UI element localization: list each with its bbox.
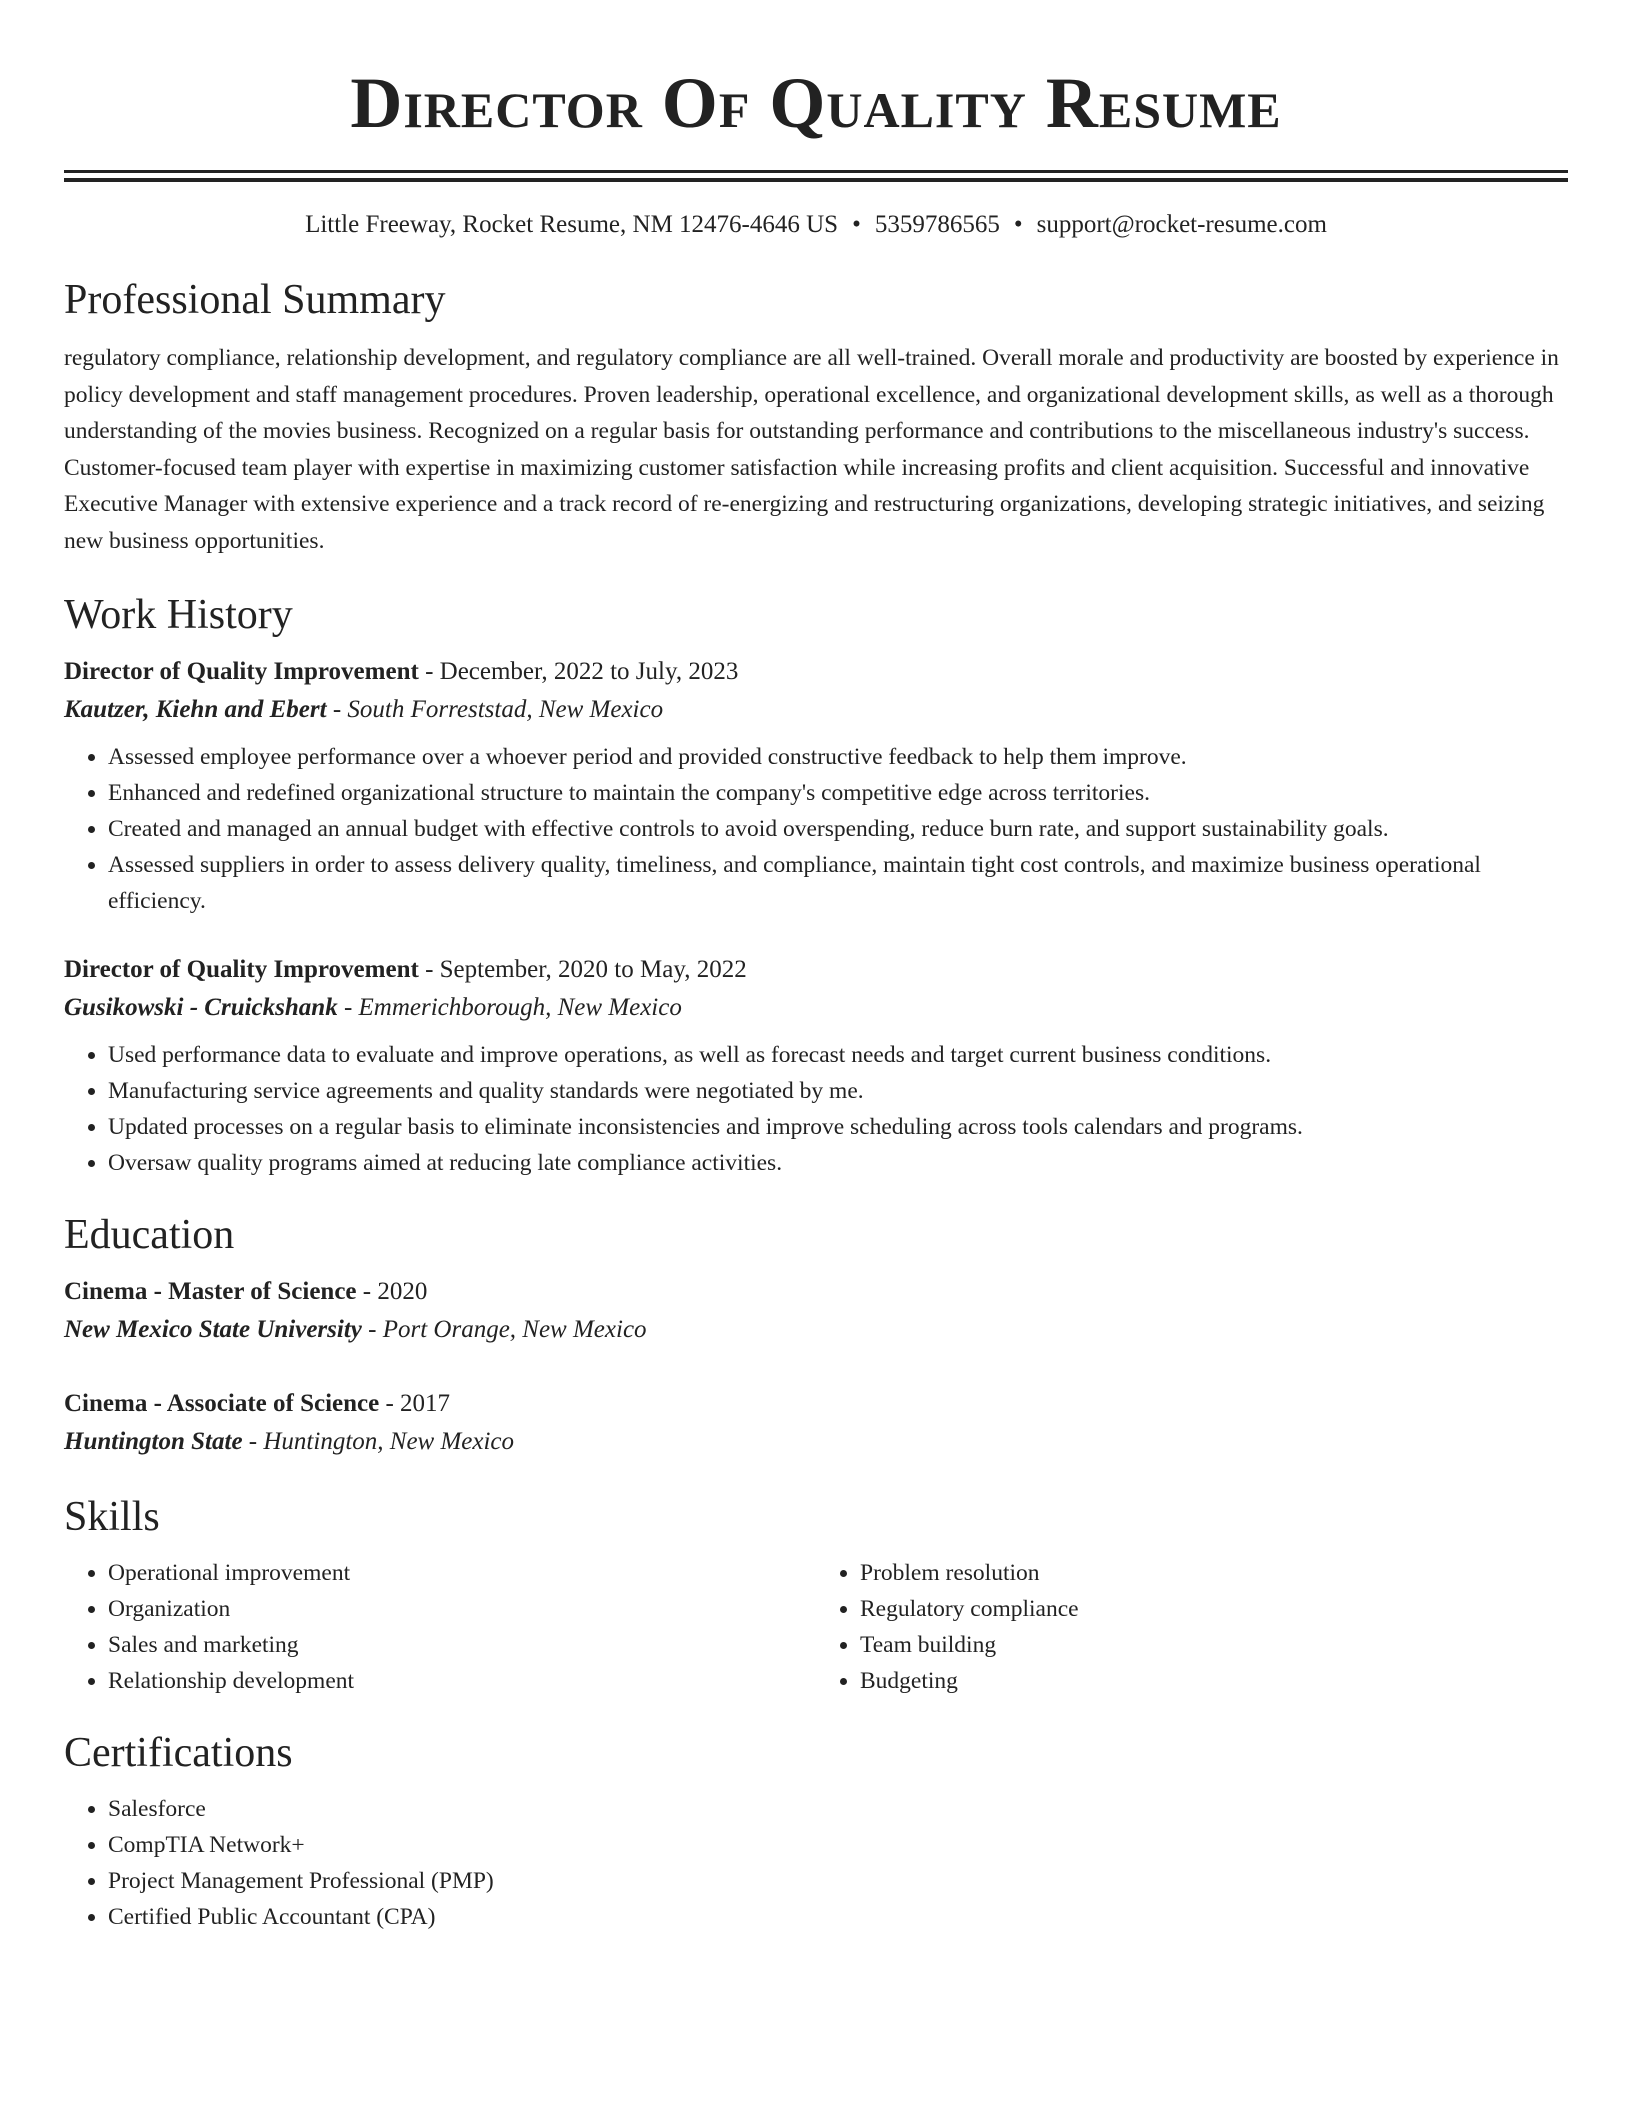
contact-separator: •: [1013, 211, 1023, 238]
work-history-heading: Work History: [64, 592, 293, 638]
job-bullets: [64, 1037, 1568, 1181]
education-degree: Cinema - Master of Science: [64, 1278, 357, 1305]
job-location: - South Forreststad, New Mexico: [326, 696, 664, 723]
job-entry: [64, 653, 1568, 919]
skills-section: [64, 1489, 1568, 1699]
skills-columns: [64, 1555, 1568, 1699]
summary-text: regulatory compliance, relationship development, and regulatory compliance are all well-trained. Overall morale and productivity are boosted by experience in policy development and staff management procedures. Proven leadership, operational excellence, and organizational development skills, as well as a thorough understanding of the movies business. Recognized on a regular basis for outstanding performance and contributions to the miscellaneous industry's success. Customer-focused team player with expertise in maximizing customer satisfaction while increasing profits and client acquisition. Successful and innovative Executive Manager with extensive experience and a track record of re-energizing and restructuring organizations, developing strategic initiatives, and seizing new business opportunities.: [64, 345, 1559, 554]
list-item: • Organization: [108, 1591, 816, 1627]
certifications-heading: Certifications: [64, 1730, 293, 1776]
job-title-line: [64, 653, 1568, 691]
skills-heading: Skills: [64, 1494, 160, 1540]
contact-separator: •: [852, 211, 861, 238]
certifications-list: [64, 1791, 1568, 1935]
education-location: - Port Orange, New Mexico: [361, 1316, 647, 1343]
list-item: • Project Management Professional (PMP): [108, 1863, 1568, 1899]
job-dates: - September, 2020 to May, 2022: [418, 956, 747, 983]
contact-address: Little Freeway, Rocket Resume, NM 12476-4646 US: [305, 211, 839, 238]
skills-column-left: [64, 1555, 816, 1699]
education-degree: Cinema - Associate of Science: [64, 1390, 380, 1417]
list-item: • Sales and marketing: [108, 1627, 816, 1663]
list-item: • Assessed employee performance over a whoever period and provided constructive feedback to help them improve.: [108, 739, 1568, 775]
list-item: • Created and managed an annual budget with effective controls to avoid overspending, reduce burn rate, and support sustainability goals.: [108, 811, 1568, 847]
education-entry: [64, 1385, 1568, 1461]
list-item: • CompTIA Network+: [108, 1827, 1568, 1863]
education-year: - 2020: [356, 1278, 428, 1305]
skills-column-right: [816, 1555, 1568, 1699]
job-title-line: [64, 951, 1568, 989]
job-dates: - December, 2022 to July, 2023: [418, 658, 739, 685]
education-school-line: [64, 1423, 1568, 1461]
list-item: • Used performance data to evaluate and improve operations, as well as forecast needs and target current business conditions.: [108, 1037, 1568, 1073]
list-item: • Updated processes on a regular basis to eliminate inconsistencies and improve scheduling across tools calendars and programs.: [108, 1109, 1568, 1145]
skills-list: [816, 1555, 1568, 1699]
education-year: - 2017: [379, 1390, 451, 1417]
summary-section: [64, 272, 1568, 559]
page-title: Director Of Quality Resume: [350, 63, 1282, 143]
list-item: • Regulatory compliance: [860, 1591, 1568, 1627]
education-school-line: [64, 1311, 1568, 1349]
contact-email: support@rocket-resume.com: [1036, 211, 1327, 238]
work-history-section: [64, 587, 1568, 1181]
list-item: • Problem resolution: [860, 1555, 1568, 1591]
job-title: Director of Quality Improvement: [64, 956, 419, 983]
summary-heading: Professional Summary: [64, 277, 446, 323]
job-entry: [64, 951, 1568, 1181]
job-title: Director of Quality Improvement: [64, 658, 419, 685]
job-bullets: [64, 739, 1568, 919]
job-company: Gusikowski - Cruickshank: [64, 994, 338, 1021]
education-heading: Education: [64, 1212, 235, 1258]
education-location: - Huntington, New Mexico: [242, 1428, 515, 1455]
skills-list: [64, 1555, 816, 1699]
education-entry: [64, 1273, 1568, 1349]
list-item: • Oversaw quality programs aimed at reducing late compliance activities.: [108, 1145, 1568, 1181]
job-company-line: [64, 691, 1568, 729]
list-item: • Enhanced and redefined organizational structure to maintain the company's competitive edge across territories.: [108, 775, 1568, 811]
contact-line: [64, 208, 1568, 242]
list-item: • Relationship development: [108, 1663, 816, 1699]
certifications-section: [64, 1725, 1568, 1935]
job-company-line: [64, 989, 1568, 1027]
education-school: New Mexico State University: [64, 1316, 362, 1343]
job-company: Kautzer, Kiehn and Ebert: [64, 696, 327, 723]
education-degree-line: [64, 1273, 1568, 1311]
list-item: • Budgeting: [860, 1663, 1568, 1699]
list-item: • Certified Public Accountant (CPA): [108, 1899, 1568, 1935]
list-item: • Assessed suppliers in order to assess delivery quality, timeliness, and compliance, maintain tight cost controls, and maximize business operational efficiency.: [108, 847, 1568, 919]
list-item: • Team building: [860, 1627, 1568, 1663]
contact-phone: 5359786565: [874, 211, 1000, 238]
list-item: • Manufacturing service agreements and quality standards were negotiated by me.: [108, 1073, 1568, 1109]
list-item: • Salesforce: [108, 1791, 1568, 1827]
list-item: • Operational improvement: [108, 1555, 816, 1591]
education-degree-line: [64, 1385, 1568, 1423]
education-section: [64, 1207, 1568, 1461]
education-school: Huntington State: [64, 1428, 243, 1455]
job-location: - Emmerichborough, New Mexico: [337, 994, 682, 1021]
title-double-rule: [64, 170, 1568, 182]
